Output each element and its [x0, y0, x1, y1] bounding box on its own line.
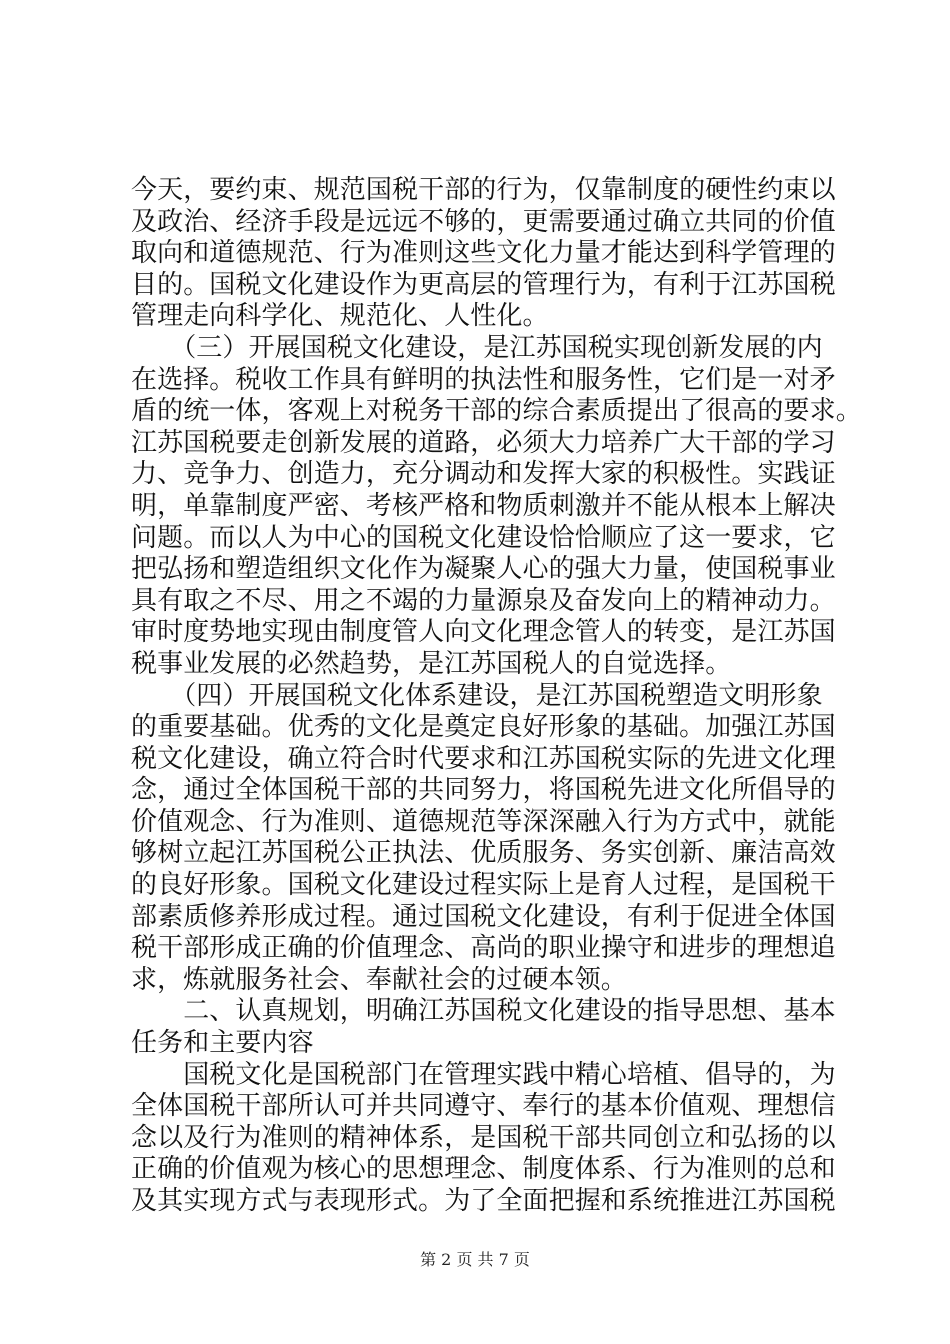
text-line: 够树立起江苏国税公正执法、优质服务、务实创新、廉洁高效: [131, 838, 836, 869]
section-four-heading-line: （四）开展国税文化体系建设，是江苏国税塑造文明形象: [131, 680, 823, 711]
text-line: 念以及行为准则的精神体系，是国税干部共同创立和弘扬的以: [131, 1122, 836, 1153]
text-line: 的良好形象。国税文化建设过程实际上是育人过程，是国税干: [131, 870, 836, 901]
text-line: 取向和道德规范、行为准则这些文化力量才能达到科学管理的: [131, 238, 836, 269]
text-line: 求，炼就服务社会、奉献社会的过硬本领。: [131, 964, 627, 995]
text-line: 今天，要约束、规范国税干部的行为，仅靠制度的硬性约束以: [131, 175, 836, 205]
text-line: 及其实现方式与表现形式。为了全面把握和系统推进江苏国税: [131, 1186, 836, 1216]
text-line: 管理走向科学化、规范化、人性化。: [131, 301, 549, 332]
text-line: 的重要基础。优秀的文化是奠定良好形象的基础。加强江苏国: [131, 712, 836, 743]
text-line: 目的。国税文化建设作为更高层的管理行为，有利于江苏国税: [131, 269, 836, 300]
text-line: 任务和主要内容: [131, 1028, 314, 1059]
text-line: 税事业发展的必然趋势，是江苏国税人的自觉选择。: [131, 648, 732, 679]
text-line: 力、竞争力、创造力，充分调动和发挥大家的积极性。实践证: [131, 459, 836, 490]
page-number-footer: 第 2 页 共 7 页: [420, 1250, 530, 1269]
text-line: 全体国税干部所认可并共同遵守、奉行的基本价值观、理想信: [131, 1091, 836, 1122]
text-line: 念，通过全体国税干部的共同努力，将国税先进文化所倡导的: [131, 775, 836, 806]
text-line: 在选择。税收工作具有鲜明的执法性和服务性，它们是一对矛: [131, 364, 836, 395]
text-line: 部素质修养形成过程。通过国税文化建设，有利于促进全体国: [131, 901, 836, 932]
text-line: 问题。而以人为中心的国税文化建设恰恰顺应了这一要求，它: [131, 522, 836, 553]
part-two-heading-line: 二、认真规划，明确江苏国税文化建设的指导思想、基本: [131, 996, 836, 1027]
text-line: 正确的价值观为核心的思想理念、制度体系、行为准则的总和: [131, 1154, 836, 1185]
text-line: 明，单靠制度严密、考核严格和物质刺激并不能从根本上解决: [131, 490, 836, 521]
text-line: 审时度势地实现由制度管人向文化理念管人的转变，是江苏国: [131, 617, 836, 648]
body-text: [131, 175, 862, 1218]
text-line: 税干部形成正确的价值理念、高尚的职业操守和进步的理想追: [131, 933, 836, 964]
text-line: 盾的统一体，客观上对税务干部的综合素质提出了很高的要求。: [131, 396, 862, 427]
section-three-heading-line: （三）开展国税文化建设，是江苏国税实现创新发展的内: [131, 332, 823, 363]
text-line: 具有取之不尽、用之不竭的力量源泉及奋发向上的精神动力。: [131, 585, 836, 616]
text-line: 及政治、经济手段是远远不够的，更需要通过确立共同的价值: [131, 206, 836, 237]
text-line: 国税文化是国税部门在管理实践中精心培植、倡导的，为: [131, 1059, 836, 1090]
text-line: 江苏国税要走创新发展的道路，必须大力培养广大干部的学习: [131, 427, 836, 458]
text-line: 把弘扬和塑造组织文化作为凝聚人心的强大力量，使国税事业: [131, 554, 836, 585]
text-line: 税文化建设，确立符合时代要求和江苏国税实际的先进文化理: [131, 743, 836, 774]
text-line: 价值观念、行为准则、道德规范等深深融入行为方式中，就能: [131, 806, 836, 837]
